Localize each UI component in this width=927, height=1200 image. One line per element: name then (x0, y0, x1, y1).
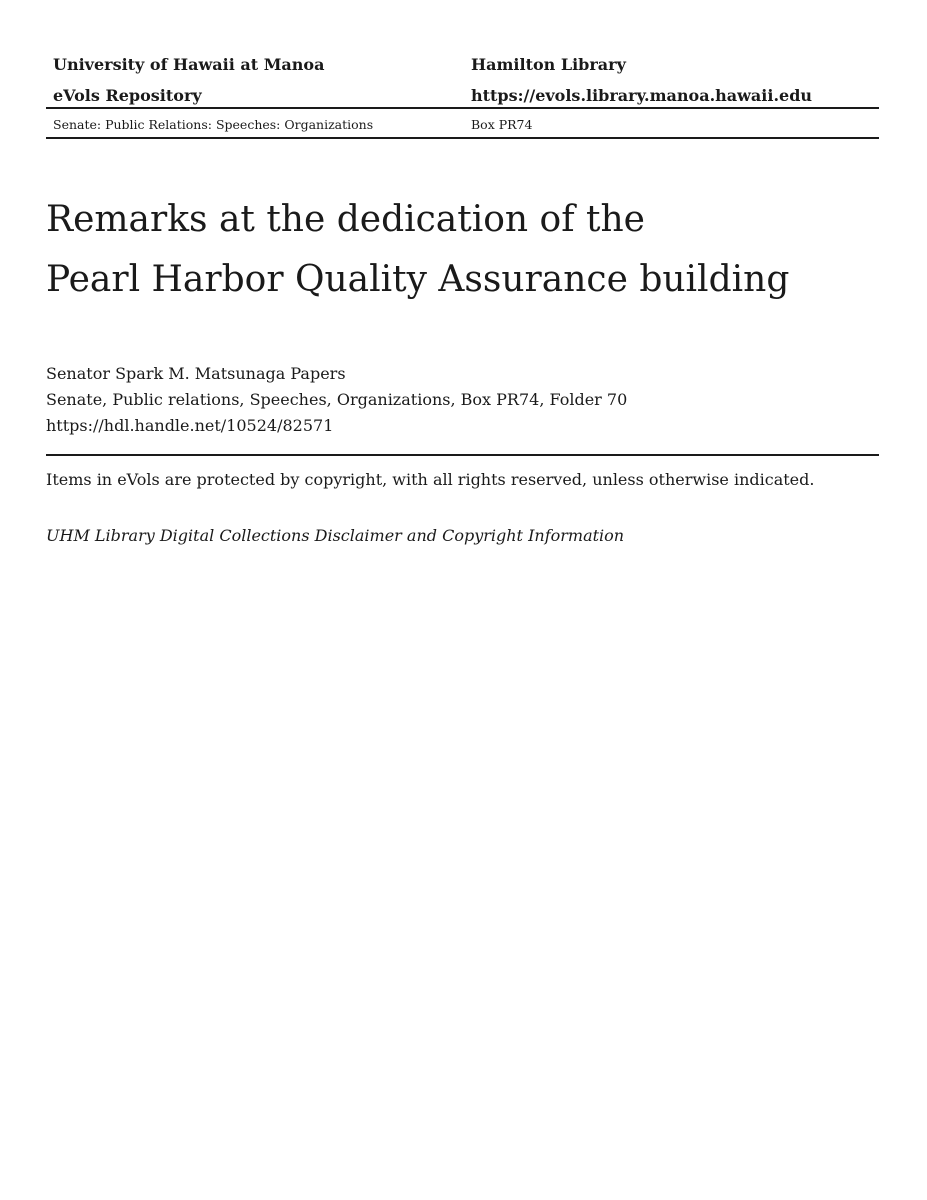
collection-name: Senator Spark M. Matsunaga Papers (46, 364, 346, 383)
handle-link[interactable]: https://hdl.handle.net/10524/82571 (46, 416, 334, 435)
header-divider-top (46, 107, 879, 109)
library-name: Hamilton Library (471, 55, 626, 74)
metadata-divider (46, 454, 879, 456)
repository-name: eVols Repository (53, 86, 202, 105)
copyright-notice: Items in eVols are protected by copyright, with all rights reserved, unless otherwise indicated. (46, 470, 815, 489)
document-title (46, 190, 879, 310)
header-divider-bottom (46, 137, 879, 139)
repository-url-link[interactable]: https://evols.library.manoa.hawaii.edu (471, 86, 813, 105)
disclaimer-link[interactable]: UHM Library Digital Collections Disclaimer and Copyright Information (46, 526, 625, 545)
document-title-line-1: Remarks at the dedication of the (46, 199, 645, 240)
institution-name: University of Hawaii at Manoa (53, 55, 325, 74)
box-label: Box PR74 (471, 117, 533, 132)
folder-location: Senate, Public relations, Speeches, Organizations, Box PR74, Folder 70 (46, 390, 628, 409)
document-title-line-2: Pearl Harbor Quality Assurance building (46, 259, 790, 300)
cover-sheet (46, 0, 879, 1200)
metadata-block (46, 361, 879, 439)
series-path: Senate: Public Relations: Speeches: Organizations (53, 117, 374, 132)
